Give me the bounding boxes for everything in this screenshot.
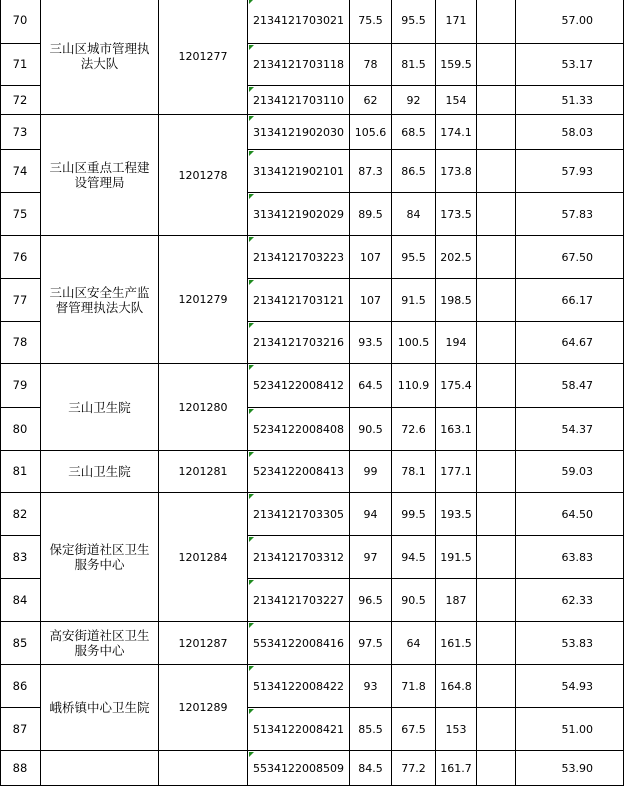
total-score-cell: 154 <box>436 86 477 115</box>
row-number: 80 <box>0 408 41 451</box>
second-score-cell: 71.8 <box>392 665 436 708</box>
unit-group <box>0 493 625 622</box>
position-code-cell: 1201278 <box>159 115 248 236</box>
unit-group <box>0 622 625 665</box>
written-score-cell: 93 <box>350 665 392 708</box>
final-score-cell: 54.37 <box>516 408 624 451</box>
row-number: 75 <box>0 193 41 236</box>
row-number: 81 <box>0 451 41 493</box>
text-format-indicator-icon <box>249 409 254 414</box>
text-format-indicator-icon <box>249 0 254 4</box>
second-score-cell: 94.5 <box>392 536 436 579</box>
text-format-indicator-icon <box>249 709 254 714</box>
exam-id-cell: 2134121703312 <box>248 536 350 579</box>
total-score-cell: 202.5 <box>436 236 477 279</box>
second-score-cell: 110.9 <box>392 364 436 408</box>
total-score-cell: 153 <box>436 708 477 751</box>
unit-name-cell: 高安街道社区卫生服务中心 <box>41 622 159 665</box>
second-score-cell: 86.5 <box>392 150 436 193</box>
second-score-cell: 92 <box>392 86 436 115</box>
final-score-cell: 51.00 <box>516 708 624 751</box>
written-score-cell: 97.5 <box>350 622 392 665</box>
second-score-cell: 91.5 <box>392 279 436 322</box>
total-score-cell: 173.8 <box>436 150 477 193</box>
position-code-cell: 1201280 <box>159 364 248 451</box>
second-score-cell: 81.5 <box>392 44 436 86</box>
text-format-indicator-icon <box>249 280 254 285</box>
unit-name-cell: 保定街道社区卫生服务中心 <box>41 493 159 622</box>
row-number: 77 <box>0 279 41 322</box>
final-score-cell: 57.83 <box>516 193 624 236</box>
written-score-cell: 94 <box>350 493 392 536</box>
final-score-cell: 64.50 <box>516 493 624 536</box>
final-score-cell: 66.17 <box>516 279 624 322</box>
unit-group <box>0 364 625 451</box>
written-score-cell: 62 <box>350 86 392 115</box>
written-score-cell: 75.5 <box>350 0 392 44</box>
written-score-cell: 78 <box>350 44 392 86</box>
final-score-cell: 54.93 <box>516 665 624 708</box>
blank-cell <box>477 622 516 665</box>
final-score-cell: 53.83 <box>516 622 624 665</box>
text-format-indicator-icon <box>249 494 254 499</box>
row-number: 87 <box>0 708 41 751</box>
row-number: 76 <box>0 236 41 279</box>
unit-name-cell: 峨桥镇中心卫生院 <box>41 665 159 751</box>
blank-cell <box>477 408 516 451</box>
total-score-cell: 161.7 <box>436 751 477 786</box>
total-score-cell: 194 <box>436 322 477 364</box>
position-code-cell: 1201279 <box>159 236 248 364</box>
exam-id-cell: 5534122008509 <box>248 751 350 786</box>
row-number: 88 <box>0 751 41 786</box>
written-score-cell: 97 <box>350 536 392 579</box>
position-code-cell: 1201284 <box>159 493 248 622</box>
text-format-indicator-icon <box>249 365 254 370</box>
final-score-cell: 53.90 <box>516 751 624 786</box>
written-score-cell: 107 <box>350 236 392 279</box>
row-number: 71 <box>0 44 41 86</box>
text-format-indicator-icon <box>249 87 254 92</box>
text-format-indicator-icon <box>249 116 254 121</box>
row-number: 79 <box>0 364 41 408</box>
position-code-cell: 1201289 <box>159 665 248 751</box>
final-score-cell: 53.17 <box>516 44 624 86</box>
text-format-indicator-icon <box>249 623 254 628</box>
exam-id-cell: 2134121703216 <box>248 322 350 364</box>
unit-group <box>0 451 625 493</box>
position-code-cell: 1201277 <box>159 0 248 115</box>
second-score-cell: 84 <box>392 193 436 236</box>
row-number: 85 <box>0 622 41 665</box>
text-format-indicator-icon <box>249 45 254 50</box>
exam-id-cell: 5534122008416 <box>248 622 350 665</box>
exam-id-cell: 5134122008421 <box>248 708 350 751</box>
written-score-cell: 64.5 <box>350 364 392 408</box>
second-score-cell: 100.5 <box>392 322 436 364</box>
blank-cell <box>477 708 516 751</box>
blank-cell <box>477 150 516 193</box>
row-number: 83 <box>0 536 41 579</box>
total-score-cell: 198.5 <box>436 279 477 322</box>
blank-cell <box>477 665 516 708</box>
blank-cell <box>477 493 516 536</box>
blank-cell <box>477 322 516 364</box>
unit-name-cell <box>41 751 159 786</box>
position-code-cell <box>159 751 248 786</box>
blank-cell <box>477 364 516 408</box>
written-score-cell: 84.5 <box>350 751 392 786</box>
text-format-indicator-icon <box>249 666 254 671</box>
final-score-cell: 63.83 <box>516 536 624 579</box>
final-score-cell: 62.33 <box>516 579 624 622</box>
exam-id-cell: 2134121703121 <box>248 279 350 322</box>
total-score-cell: 187 <box>436 579 477 622</box>
second-score-cell: 95.5 <box>392 236 436 279</box>
total-score-cell: 171 <box>436 0 477 44</box>
row-number: 86 <box>0 665 41 708</box>
exam-id-cell: 3134121902101 <box>248 150 350 193</box>
unit-name-cell: 三山卫生院 <box>41 364 159 451</box>
written-score-cell: 93.5 <box>350 322 392 364</box>
second-score-cell: 64 <box>392 622 436 665</box>
total-score-cell: 174.1 <box>436 115 477 150</box>
blank-cell <box>477 86 516 115</box>
text-format-indicator-icon <box>249 237 254 242</box>
total-score-cell: 177.1 <box>436 451 477 493</box>
second-score-cell: 78.1 <box>392 451 436 493</box>
total-score-cell: 164.8 <box>436 665 477 708</box>
row-number: 78 <box>0 322 41 364</box>
written-score-cell: 90.5 <box>350 408 392 451</box>
exam-id-cell: 2134121703227 <box>248 579 350 622</box>
total-score-cell: 161.5 <box>436 622 477 665</box>
written-score-cell: 107 <box>350 279 392 322</box>
final-score-cell: 58.03 <box>516 115 624 150</box>
exam-id-cell: 3134121902030 <box>248 115 350 150</box>
row-number: 74 <box>0 150 41 193</box>
text-format-indicator-icon <box>249 580 254 585</box>
written-score-cell: 96.5 <box>350 579 392 622</box>
position-code-cell: 1201287 <box>159 622 248 665</box>
final-score-cell: 59.03 <box>516 451 624 493</box>
written-score-cell: 99 <box>350 451 392 493</box>
blank-cell <box>477 279 516 322</box>
unit-name-cell: 三山区城市管理执法大队 <box>41 0 159 115</box>
text-format-indicator-icon <box>249 752 254 757</box>
text-format-indicator-icon <box>249 323 254 328</box>
final-score-cell: 67.50 <box>516 236 624 279</box>
unit-group <box>0 0 625 115</box>
second-score-cell: 99.5 <box>392 493 436 536</box>
blank-cell <box>477 536 516 579</box>
written-score-cell: 87.3 <box>350 150 392 193</box>
exam-id-cell: 5234122008408 <box>248 408 350 451</box>
row-number: 82 <box>0 493 41 536</box>
second-score-cell: 95.5 <box>392 0 436 44</box>
second-score-cell: 67.5 <box>392 708 436 751</box>
blank-cell <box>477 751 516 786</box>
blank-cell <box>477 44 516 86</box>
blank-cell <box>477 236 516 279</box>
final-score-cell: 51.33 <box>516 86 624 115</box>
exam-id-cell: 2134121703021 <box>248 0 350 44</box>
blank-cell <box>477 0 516 44</box>
row-number: 73 <box>0 115 41 150</box>
written-score-cell: 105.6 <box>350 115 392 150</box>
position-code-cell: 1201281 <box>159 451 248 493</box>
written-score-cell: 89.5 <box>350 193 392 236</box>
unit-name-cell: 三山区安全生产监督管理执法大队 <box>41 236 159 364</box>
text-format-indicator-icon <box>249 194 254 199</box>
exam-id-cell: 2134121703110 <box>248 86 350 115</box>
total-score-cell: 193.5 <box>436 493 477 536</box>
second-score-cell: 68.5 <box>392 115 436 150</box>
unit-group <box>0 751 625 786</box>
unit-group <box>0 665 625 751</box>
blank-cell <box>477 451 516 493</box>
unit-name-cell: 三山区重点工程建设管理局 <box>41 115 159 236</box>
row-number: 72 <box>0 86 41 115</box>
second-score-cell: 72.6 <box>392 408 436 451</box>
exam-id-cell: 5134122008422 <box>248 665 350 708</box>
exam-id-cell: 5234122008413 <box>248 451 350 493</box>
exam-id-cell: 2134121703223 <box>248 236 350 279</box>
total-score-cell: 175.4 <box>436 364 477 408</box>
blank-cell <box>477 193 516 236</box>
total-score-cell: 173.5 <box>436 193 477 236</box>
text-format-indicator-icon <box>249 537 254 542</box>
written-score-cell: 85.5 <box>350 708 392 751</box>
total-score-cell: 191.5 <box>436 536 477 579</box>
final-score-cell: 57.00 <box>516 0 624 44</box>
final-score-cell: 57.93 <box>516 150 624 193</box>
row-number: 84 <box>0 579 41 622</box>
second-score-cell: 90.5 <box>392 579 436 622</box>
exam-id-cell: 5234122008412 <box>248 364 350 408</box>
final-score-cell: 64.67 <box>516 322 624 364</box>
exam-id-cell: 2134121703305 <box>248 493 350 536</box>
final-score-cell: 58.47 <box>516 364 624 408</box>
exam-id-cell: 3134121902029 <box>248 193 350 236</box>
total-score-cell: 163.1 <box>436 408 477 451</box>
text-format-indicator-icon <box>249 452 254 457</box>
total-score-cell: 159.5 <box>436 44 477 86</box>
unit-group <box>0 115 625 236</box>
exam-id-cell: 2134121703118 <box>248 44 350 86</box>
text-format-indicator-icon <box>249 151 254 156</box>
row-number: 70 <box>0 0 41 44</box>
second-score-cell: 77.2 <box>392 751 436 786</box>
blank-cell <box>477 579 516 622</box>
blank-cell <box>477 115 516 150</box>
unit-group <box>0 236 625 364</box>
unit-name-cell: 三山卫生院 <box>41 451 159 493</box>
